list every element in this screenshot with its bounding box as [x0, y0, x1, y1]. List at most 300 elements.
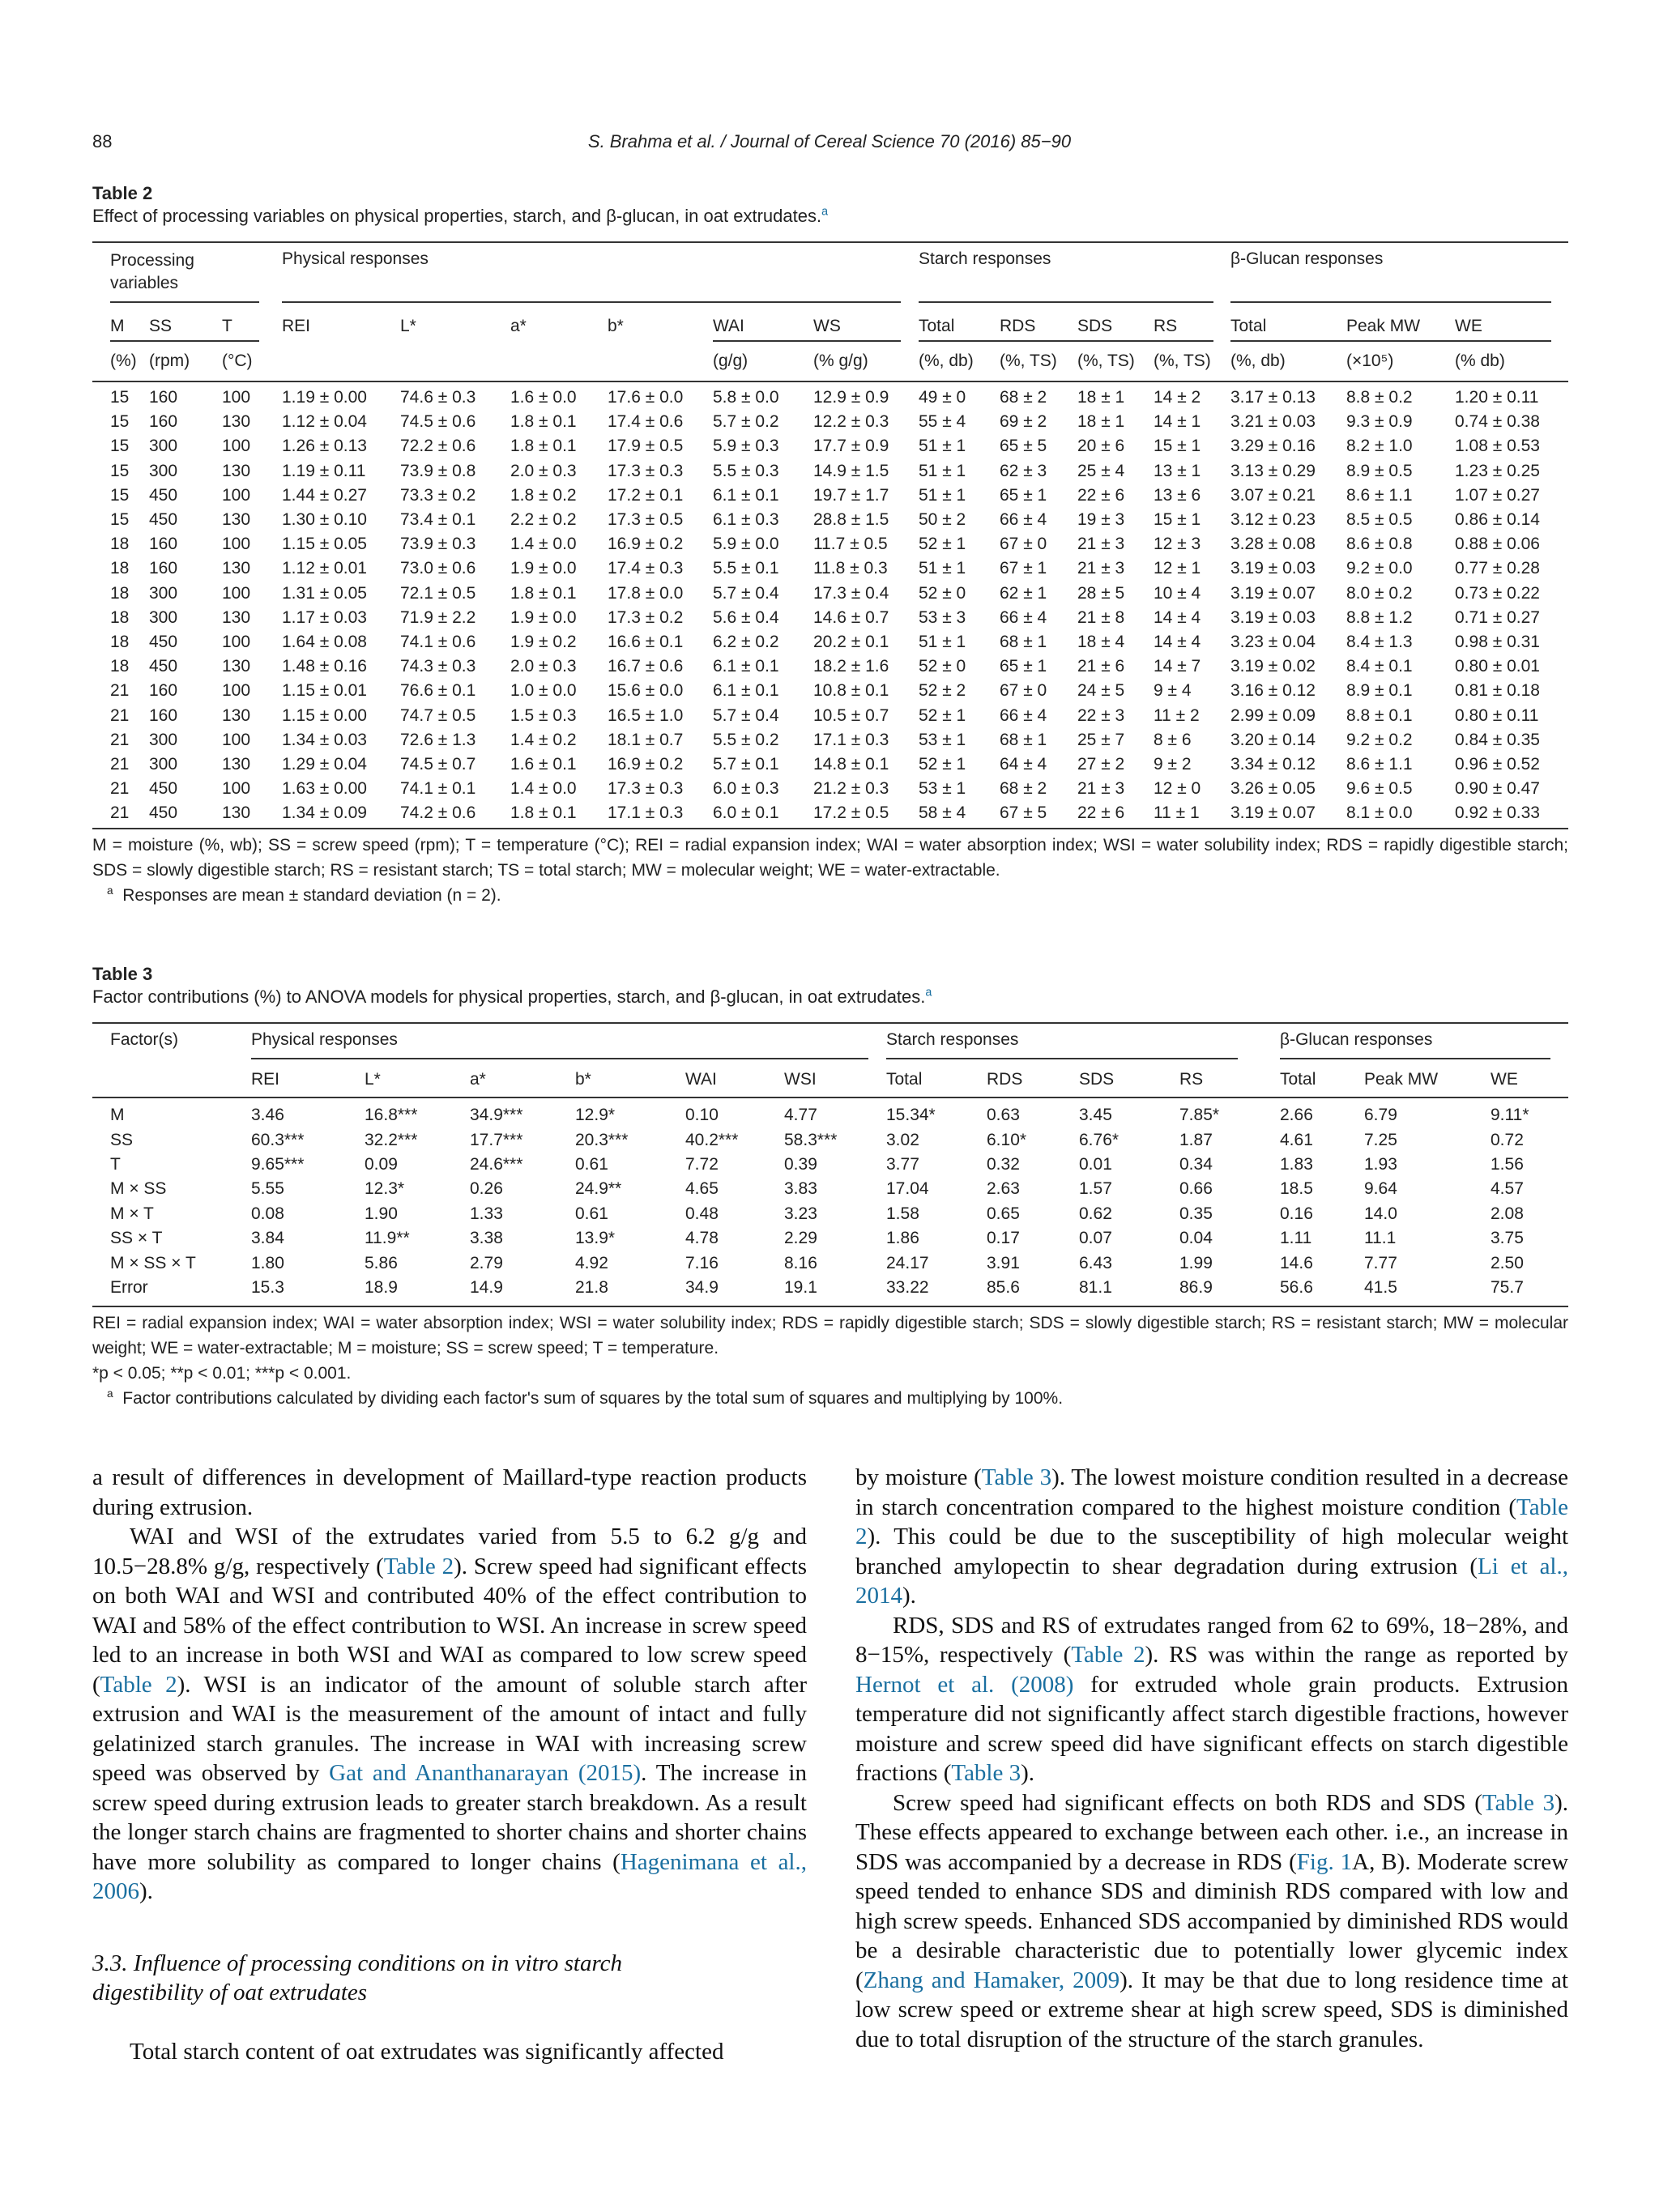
table3-title-marker[interactable]: a [925, 986, 932, 999]
column-unit: (%, db) [919, 352, 974, 370]
table2-bottom-rule [92, 828, 1568, 829]
table-cell: 14.6 ± 0.7 [813, 607, 889, 627]
table-cell: 100 [222, 730, 251, 749]
table-cell: 24.9** [575, 1179, 622, 1199]
table-cell: 5.7 ± 0.2 [713, 412, 779, 432]
table-cell: 20 ± 6 [1077, 437, 1125, 456]
table-cell: 5.9 ± 0.3 [713, 437, 779, 456]
table-cell: 74.3 ± 0.3 [400, 657, 476, 676]
table-cell: 1.8 ± 0.1 [510, 437, 577, 456]
table-cell: 1.8 ± 0.1 [510, 803, 577, 823]
table-cell: 34.9*** [470, 1106, 523, 1125]
table-cell: 100 [222, 779, 251, 799]
table-cell: 0.34 [1179, 1154, 1213, 1174]
table2-units-row [110, 342, 1617, 381]
table-cell: 0.73 ± 0.22 [1455, 583, 1540, 603]
column-header: Peak MW [1364, 1070, 1439, 1089]
column-header: WS [813, 317, 841, 335]
table3-group-physical: Physical responses [251, 1030, 398, 1049]
link-table-3[interactable]: Table 3 [1482, 1789, 1555, 1816]
table-cell: 6.0 ± 0.1 [713, 803, 779, 823]
table-cell: 0.81 ± 0.18 [1455, 681, 1540, 701]
table-cell: 14 ± 4 [1154, 607, 1201, 627]
table3-footnote-a-text: Factor contributions calculated by dividing each factor's sum of squares by the total sum of squares and multiplying by 100%. [122, 1389, 1064, 1408]
table-cell: 24.6*** [470, 1154, 523, 1174]
link-table-2[interactable]: Table 2 [383, 1553, 454, 1579]
column-header: REI [251, 1070, 280, 1089]
table-cell: SS [110, 1130, 134, 1149]
table-cell: 11 ± 1 [1154, 803, 1200, 823]
table-cell: 74.1 ± 0.6 [400, 632, 476, 651]
table-cell: 1.29 ± 0.04 [282, 754, 367, 774]
table-cell: 0.09 [365, 1154, 398, 1174]
table-cell: 8.5 ± 0.5 [1346, 510, 1413, 530]
table-cell: 5.5 ± 0.1 [713, 559, 779, 578]
table-cell: 13.9* [575, 1229, 616, 1248]
table-cell: 1.26 ± 0.13 [282, 437, 367, 456]
table-cell: 14 ± 4 [1154, 632, 1201, 651]
table-cell: 52 ± 0 [919, 657, 966, 676]
table-row [110, 1226, 1653, 1251]
table-cell: 7.25 [1364, 1130, 1397, 1149]
table-cell: 66 ± 4 [1000, 607, 1047, 627]
table-cell: 1.15 ± 0.01 [282, 681, 367, 701]
table-cell: 64 ± 4 [1000, 754, 1047, 774]
table-cell: 0.62 [1079, 1204, 1112, 1223]
table-cell: 15 ± 1 [1154, 437, 1201, 456]
table-cell: 1.31 ± 0.05 [282, 583, 367, 603]
table3-footnote-abbrev: REI = radial expansion index; WAI = water absorption index; WSI = water solubility index; RDS = rapidly digestible starch; SDS = slowly digestible starch; RS = resistant starch; MW = molecular weight; WE = water-extractable; M = moisture; SS = screw speed; T = temperature. [92, 1314, 1568, 1357]
table2-column-header-row [110, 311, 1617, 342]
table-cell: 11.1 [1364, 1229, 1397, 1248]
column-unit [400, 342, 510, 381]
table-cell: 41.5 [1364, 1277, 1397, 1297]
table3-bottom-rule [92, 1306, 1568, 1307]
table-row [110, 654, 1617, 679]
table-cell: 100 [222, 437, 251, 456]
table-cell: 12.9* [575, 1106, 616, 1125]
table-cell: 17.7*** [470, 1130, 523, 1149]
link-li-2014[interactable]: Li et al., 2014 [855, 1553, 1568, 1609]
column-unit: (×10⁵) [1346, 352, 1394, 370]
table-cell: 14 ± 2 [1154, 388, 1201, 407]
table-cell: 3.84 [251, 1229, 284, 1248]
table3-footnote-sig: *p < 0.05; **p < 0.01; ***p < 0.001. [92, 1364, 352, 1383]
table-cell: 21.8 [575, 1277, 608, 1297]
table3-footnote-a-marker: a [107, 1387, 113, 1400]
table-cell: 0.84 ± 0.35 [1455, 730, 1540, 749]
table-cell: 66 ± 4 [1000, 510, 1047, 530]
table-cell: 3.29 ± 0.16 [1230, 437, 1316, 456]
table3-header [110, 1066, 1653, 1093]
table-cell: 16.5 ± 1.0 [608, 705, 684, 725]
table-row [110, 679, 1617, 703]
table-cell: 6.1 ± 0.1 [713, 485, 779, 505]
column-header: a* [470, 1070, 486, 1089]
table-cell: 300 [149, 461, 178, 480]
table-cell: 12.3* [365, 1179, 405, 1199]
link-hagenimana-2006[interactable]: Hagenimana et al., 2006 [92, 1848, 807, 1904]
table-cell: 9.6 ± 0.5 [1346, 779, 1413, 799]
table-cell: 7.16 [685, 1253, 719, 1272]
table-cell: 17.04 [886, 1179, 929, 1199]
table-cell: 20.3*** [575, 1130, 629, 1149]
table-cell: 0.77 ± 0.28 [1455, 559, 1540, 578]
column-header: Total [1230, 317, 1267, 335]
table-cell: 24.17 [886, 1253, 929, 1272]
table-cell: 1.48 ± 0.16 [282, 657, 367, 676]
table-row [110, 556, 1617, 581]
table-cell: 0.90 ± 0.47 [1455, 779, 1540, 799]
table-cell: M [110, 1106, 125, 1125]
right-paragraph-2: RDS, SDS and RS of extrudates ranged from 62 to 69%, 18−28%, and 8−15%, respectively (Table 2). RS was within the range as reported by Hernot et al. (2008) for extruded whole grain products. Extrusion temperature did not significantly affect starch digestible fractions, however moisture and screw speed did have significant effects on starch digestible fractions (Table 3). [855, 1612, 1569, 1786]
table-cell: 6.76* [1079, 1130, 1120, 1149]
table-cell: 9.2 ± 0.0 [1346, 559, 1413, 578]
table-cell: 3.19 ± 0.07 [1230, 583, 1316, 603]
table-cell: 18 [110, 607, 130, 627]
left-paragraph-1: a result of differences in development of Maillard-type reaction products during extrusion. [92, 1464, 807, 1520]
table-cell: 130 [222, 559, 251, 578]
table-cell: 16.6 ± 0.1 [608, 632, 684, 651]
table-cell: 22 ± 6 [1077, 803, 1125, 823]
table3-sub-rule-starch [886, 1058, 1238, 1059]
table-cell: 0.08 [251, 1204, 284, 1223]
table-cell: 3.07 ± 0.21 [1230, 485, 1316, 505]
table-cell: 73.4 ± 0.1 [400, 510, 476, 530]
table-cell: 8.8 ± 1.2 [1346, 607, 1413, 627]
table-cell: 56.6 [1280, 1277, 1313, 1297]
table-cell: 1.12 ± 0.04 [282, 412, 367, 432]
table-cell: 7.85* [1179, 1106, 1220, 1125]
table-cell: 1.11 [1280, 1229, 1312, 1248]
table-cell: 300 [149, 437, 178, 456]
table-cell: 160 [149, 535, 178, 554]
table-cell: 74.1 ± 0.1 [400, 779, 476, 799]
table-cell: 28.8 ± 1.5 [813, 510, 889, 530]
table2-group-starch: Starch responses [919, 249, 1051, 268]
link-gat-ananthanarayan-2015[interactable]: Gat and Ananthanarayan (2015) [329, 1760, 642, 1786]
table2-unit-rule-4 [1230, 340, 1551, 342]
table-cell: 28 ± 5 [1077, 583, 1125, 603]
table2-label: Table 2 [92, 183, 153, 203]
table-cell: SS × T [110, 1229, 163, 1248]
table-row [110, 459, 1617, 484]
table3-factor-header: Factor(s) [110, 1030, 178, 1049]
table-row [110, 1177, 1653, 1201]
column-unit: (rpm) [149, 352, 190, 370]
table-cell: 67 ± 1 [1000, 559, 1047, 578]
left-paragraph-2: WAI and WSI of the extrudates varied from 5.5 to 6.2 g/g and 10.5−28.8% g/g, respectively (Table 2). Screw speed had significant effects on both WAI and WSI and contributed 40% of the effect contribution to WAI and 58% of the effect contribution to WSI. An increase in screw speed led to an increase in both WSI and WAI as compared to low screw speed (Table 2). WSI is an indicator of the amount of soluble starch after extrusion and WAI is the measurement of the amount of intact and fully gelatinized starch granules. The increase in WAI with increasing screw speed was observed by Gat and Ananthanarayan (2015). The increase in screw speed during extrusion leads to greater starch breakdown. As a result the longer starch chains are fragmented to shorter chains and shorter chains have more solubility as compared to longer chains (Hagenimana et al., 2006). [92, 1524, 807, 1904]
column-unit: (°C) [222, 352, 253, 370]
table-cell: 3.02 [886, 1130, 919, 1149]
table-cell: 76.6 ± 0.1 [400, 681, 476, 701]
table-cell: 85.6 [987, 1277, 1020, 1297]
table-cell: 3.91 [987, 1253, 1020, 1272]
table2-footnote-a-text: Responses are mean ± standard deviation (n = 2). [122, 886, 501, 905]
table-cell: 1.83 [1280, 1154, 1313, 1174]
table-row [110, 1276, 1653, 1300]
table-cell: 160 [149, 559, 178, 578]
table-cell: 2.2 ± 0.2 [510, 510, 577, 530]
table-cell: 62 ± 3 [1000, 461, 1047, 480]
table-cell: 74.5 ± 0.6 [400, 412, 476, 432]
table-cell: 1.6 ± 0.1 [510, 754, 577, 774]
table2-caption [92, 183, 828, 227]
table-cell: 68 ± 2 [1000, 779, 1047, 799]
table-cell: 62 ± 1 [1000, 583, 1047, 603]
table-cell: 68 ± 1 [1000, 730, 1047, 749]
column-header: a* [510, 317, 527, 335]
table3-caption [92, 964, 932, 1008]
table-cell: 1.58 [886, 1204, 919, 1223]
table-cell: 0.17 [987, 1229, 1020, 1248]
table-cell: 17.3 ± 0.2 [608, 607, 684, 627]
table-cell: 4.92 [575, 1253, 608, 1272]
link-table-2[interactable]: Table 2 [100, 1671, 177, 1698]
table-cell: M × T [110, 1204, 154, 1223]
table-cell: 21 [110, 803, 130, 823]
table-cell: 86.9 [1179, 1277, 1213, 1297]
table-cell: 14 ± 7 [1154, 657, 1201, 676]
table-cell: 130 [222, 705, 251, 725]
table-cell: 15 [110, 461, 130, 480]
table-cell: 0.96 ± 0.52 [1455, 754, 1540, 774]
table-cell: 17.3 ± 0.3 [608, 461, 684, 480]
table-cell: 0.71 ± 0.27 [1455, 607, 1540, 627]
table-cell: 11.7 ± 0.5 [813, 535, 888, 554]
column-header: Total [919, 317, 955, 335]
table-cell: 1.8 ± 0.1 [510, 412, 577, 432]
table-cell: 3.19 ± 0.03 [1230, 607, 1316, 627]
table-cell: 0.80 ± 0.01 [1455, 657, 1540, 676]
table-cell: M × SS × T [110, 1253, 196, 1272]
column-header: REI [282, 317, 311, 335]
table-cell: 8.9 ± 0.1 [1346, 681, 1413, 701]
table-cell: 0.26 [470, 1179, 503, 1199]
column-header: L* [365, 1070, 381, 1089]
table-cell: 14 ± 1 [1154, 412, 1201, 432]
table-cell: 5.8 ± 0.0 [713, 388, 779, 407]
table-cell: 21 [110, 705, 130, 725]
table3-title: Factor contributions (%) to ANOVA models for physical properties, starch, and β-glucan, in oat extrudates. [92, 987, 926, 1007]
table-cell: 160 [149, 388, 178, 407]
table-cell: 1.8 ± 0.2 [510, 485, 577, 505]
table-cell: 5.86 [365, 1253, 398, 1272]
table-cell: 1.20 ± 0.11 [1455, 388, 1539, 407]
table-cell: 49 ± 0 [919, 388, 966, 407]
column-unit: (% db) [1455, 352, 1505, 370]
table-cell: 5.7 ± 0.1 [713, 754, 779, 774]
table3-body [110, 1103, 1653, 1300]
table-cell: 0.04 [1179, 1229, 1213, 1248]
table-cell: 51 ± 1 [919, 485, 966, 505]
link-table-2[interactable]: Table 2 [855, 1494, 1568, 1549]
table-cell: 0.61 [575, 1204, 608, 1223]
table-cell: 0.32 [987, 1154, 1020, 1174]
table-cell: 1.9 ± 0.2 [510, 632, 577, 651]
link-fig-1[interactable]: Fig. 1 [1296, 1848, 1353, 1875]
table-cell: 0.48 [685, 1204, 719, 1223]
table-cell: 12.9 ± 0.9 [813, 388, 889, 407]
table-cell: 2.50 [1491, 1253, 1524, 1272]
column-header: SDS [1077, 317, 1113, 335]
table-cell: 21 ± 8 [1077, 607, 1125, 627]
column-unit: (%, TS) [1154, 352, 1211, 370]
table-cell: 10.5 ± 0.7 [813, 705, 889, 725]
column-header: M [110, 317, 125, 335]
column-unit: (%, TS) [1077, 352, 1135, 370]
table-cell: 11.8 ± 0.3 [813, 559, 888, 578]
table-cell: 8.2 ± 1.0 [1346, 437, 1413, 456]
table-cell: 130 [222, 461, 251, 480]
table-cell: 4.77 [784, 1106, 817, 1125]
table-cell: 16.9 ± 0.2 [608, 754, 684, 774]
column-unit [282, 342, 400, 381]
table2-sub-rule-glucan [1230, 301, 1551, 303]
table-cell: 1.80 [251, 1253, 284, 1272]
table-cell: 60.3*** [251, 1130, 305, 1149]
column-header: RDS [1000, 317, 1036, 335]
table-row [110, 434, 1617, 458]
table-cell: 100 [222, 632, 251, 651]
table-cell: 100 [222, 388, 251, 407]
column-unit: (% g/g) [813, 352, 868, 370]
table-row [110, 410, 1617, 434]
table-cell: 8.1 ± 0.0 [1346, 803, 1413, 823]
column-header: WAI [685, 1070, 717, 1089]
table-cell: 18 [110, 632, 130, 651]
table-cell: 18 [110, 583, 130, 603]
table-cell: 21.2 ± 0.3 [813, 779, 889, 799]
table2-group-glucan: β-Glucan responses [1230, 249, 1384, 268]
table-cell: 100 [222, 485, 251, 505]
table-cell: 14.9 [470, 1277, 503, 1297]
table-cell: 16.8*** [365, 1106, 418, 1125]
body-right-column [855, 1463, 1568, 2054]
table2-group-physical: Physical responses [282, 249, 429, 268]
table2-group-processing: Processing variables [110, 251, 194, 292]
table-cell: 81.1 [1079, 1277, 1112, 1297]
column-header: WSI [784, 1070, 817, 1089]
table-cell: 1.19 ± 0.00 [282, 388, 367, 407]
table-cell: 7.77 [1364, 1253, 1397, 1272]
table-cell: 1.64 ± 0.08 [282, 632, 367, 651]
table-cell: 20.2 ± 0.1 [813, 632, 889, 651]
table-row [110, 386, 1617, 410]
table-cell: 0.86 ± 0.14 [1455, 510, 1540, 530]
table-cell: 72.6 ± 1.3 [400, 730, 476, 749]
table-row [110, 1202, 1653, 1226]
table-cell: 74.5 ± 0.7 [400, 754, 476, 774]
link-table-3[interactable]: Table 3 [951, 1760, 1021, 1786]
table2-title-marker[interactable]: a [821, 205, 829, 219]
table-cell: 1.93 [1364, 1154, 1397, 1174]
table-cell: 4.57 [1491, 1179, 1524, 1199]
table-cell: 13 ± 6 [1154, 485, 1201, 505]
table-cell: 17.1 ± 0.3 [813, 730, 889, 749]
table2-header-rule [92, 381, 1568, 382]
table-cell: 1.15 ± 0.00 [282, 705, 367, 725]
column-header: Total [886, 1070, 923, 1089]
table-cell: 21 ± 3 [1077, 779, 1125, 799]
link-zhang-hamaker-2009[interactable]: Zhang and Hamaker, 2009 [863, 1967, 1120, 1993]
table-cell: 16.7 ± 0.6 [608, 657, 684, 676]
table-row [110, 1153, 1653, 1177]
column-header: RDS [987, 1070, 1023, 1089]
table-cell: 9.2 ± 0.2 [1346, 730, 1413, 749]
table-cell: 18.2 ± 1.6 [813, 657, 889, 676]
table-row [110, 484, 1617, 508]
table-cell: 1.08 ± 0.53 [1455, 437, 1540, 456]
column-header: Total [1280, 1070, 1316, 1089]
column-header: RS [1179, 1070, 1204, 1089]
table-cell: 15.3 [251, 1277, 284, 1297]
table-cell: 2.99 ± 0.09 [1230, 705, 1316, 725]
table-cell: 14.8 ± 0.1 [813, 754, 889, 774]
table-cell: 18.9 [365, 1277, 398, 1297]
table-cell: 160 [149, 681, 178, 701]
table-cell: 12 ± 1 [1154, 559, 1201, 578]
table-cell: 13 ± 1 [1154, 461, 1201, 480]
table-cell: 6.79 [1364, 1106, 1397, 1125]
table-cell: 72.1 ± 0.5 [400, 583, 476, 603]
table-cell: 18.1 ± 0.7 [608, 730, 684, 749]
table-cell: 3.16 ± 0.12 [1230, 681, 1316, 701]
table-cell: 27 ± 2 [1077, 754, 1125, 774]
table-cell: 17.3 ± 0.5 [608, 510, 684, 530]
table-cell: 0.98 ± 0.31 [1455, 632, 1540, 651]
link-hernot-2008[interactable]: Hernot et al. (2008) [855, 1671, 1074, 1698]
table-cell: 0.61 [575, 1154, 608, 1174]
table-cell: 130 [222, 510, 251, 530]
table-cell: 1.4 ± 0.0 [510, 535, 577, 554]
table-cell: 5.6 ± 0.4 [713, 607, 779, 627]
table-cell: 1.57 [1079, 1179, 1112, 1199]
table-cell: 17.7 ± 0.9 [813, 437, 889, 456]
table2-unit-rule-2 [713, 340, 901, 342]
table-cell: 300 [149, 754, 178, 774]
section-heading-3-3: 3.3. Influence of processing conditions on in vitro starch digestibility of oat extrudates [92, 1950, 623, 2005]
table-cell: M × SS [110, 1179, 167, 1199]
table-cell: 8.8 ± 0.2 [1346, 388, 1413, 407]
table2-sub-rule-starch [919, 301, 1213, 303]
table-cell: 68 ± 2 [1000, 388, 1047, 407]
table-cell: 0.92 ± 0.33 [1455, 803, 1540, 823]
table-cell: 16.9 ± 0.2 [608, 535, 684, 554]
table-cell: 75.7 [1491, 1277, 1524, 1297]
table-cell: 17.3 ± 0.4 [813, 583, 889, 603]
table-cell: 1.17 ± 0.03 [282, 607, 367, 627]
table-cell: 51 ± 1 [919, 559, 966, 578]
table-cell: 0.16 [1280, 1204, 1313, 1223]
table-cell: 9.11* [1491, 1106, 1529, 1125]
table-cell: 14.9 ± 1.5 [813, 461, 889, 480]
table-cell: 58.3*** [784, 1130, 838, 1149]
table-cell: 3.23 [784, 1204, 817, 1223]
table-cell: 58 ± 4 [919, 803, 966, 823]
table2-unit-rule-3 [919, 340, 1213, 342]
link-table-3[interactable]: Table 3 [981, 1464, 1052, 1490]
table-cell: 6.1 ± 0.1 [713, 657, 779, 676]
link-table-2[interactable]: Table 2 [1071, 1642, 1145, 1668]
table-cell: 17.9 ± 0.5 [608, 437, 684, 456]
table-cell: 130 [222, 754, 251, 774]
table-cell: 18 [110, 559, 130, 578]
table-cell: 68 ± 1 [1000, 632, 1047, 651]
table-cell: 6.0 ± 0.3 [713, 779, 779, 799]
table3-column-header-row [110, 1066, 1653, 1093]
table-cell: 1.6 ± 0.0 [510, 388, 577, 407]
